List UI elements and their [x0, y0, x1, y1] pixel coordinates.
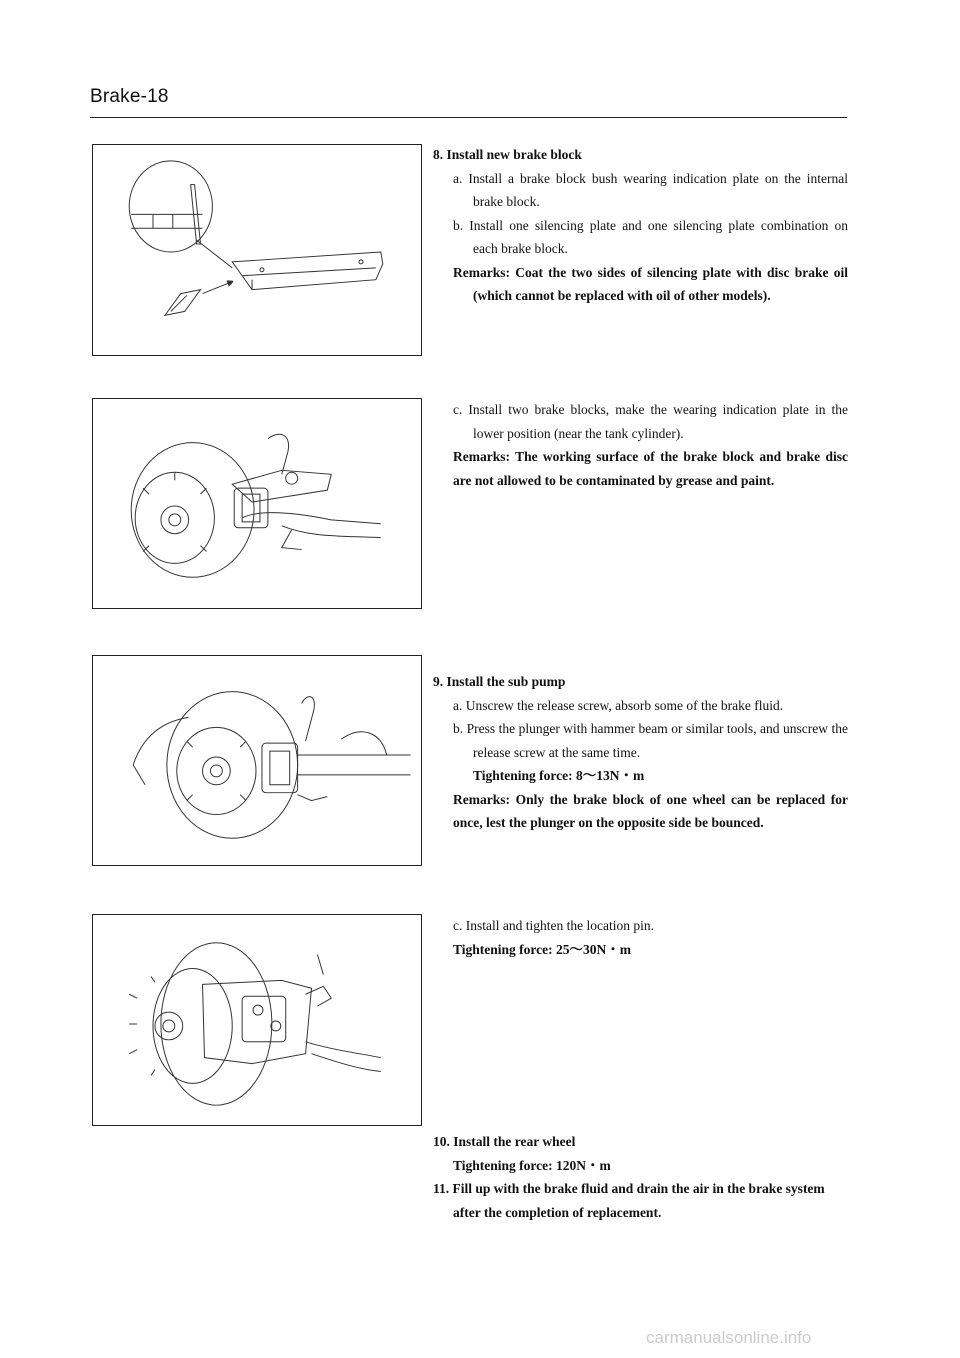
step-9c: c. Install and tighten the location pin. [453, 918, 654, 933]
page-header: Brake-18 [90, 86, 169, 107]
step-9-remark: Remarks: Only the brake block of one wheel can be replaced for once, lest the plunger on the opposite side be bounced. [453, 791, 848, 830]
step-10-torque: Tightening force: 120N・m [453, 1157, 611, 1173]
step-8c: c. Install two brake blocks, make the wearing indication plate in the lower position (near the tank cylinder). [453, 402, 848, 441]
figure-install-blocks [92, 398, 422, 609]
install-blocks-illustration [93, 399, 421, 608]
header-rule [90, 117, 847, 118]
step-9-torque: Tightening force: 8～13N・m [473, 768, 645, 783]
step-8c-remark: Remarks: The working surface of the brake block and brake disc are not allowed to be contaminated by grease and paint. [453, 449, 848, 488]
step-10-title: 10. Install the rear wheel [433, 1134, 576, 1149]
step-8a: a. Install a brake block bush wearing indication plate on the internal brake block. [453, 170, 848, 209]
figure-brake-block [92, 144, 422, 356]
step-9-title: 9. Install the sub pump [433, 674, 566, 689]
step-11-title: 11. Fill up with the brake fluid and drain the air in the brake system after the completion of replacement. [433, 1181, 825, 1220]
step-8-remark: Remarks: Coat the two sides of silencing plate with disc brake oil (which cannot be replaced with oil of other models). [453, 264, 848, 303]
location-pin-illustration [93, 915, 421, 1125]
figure-sub-pump [92, 655, 422, 866]
brake-block-illustration [93, 145, 421, 355]
figure-location-pin [92, 914, 422, 1126]
step-9b: b. Press the plunger with hammer beam or similar tools, and unscrew the release screw at the same time. [453, 721, 848, 760]
step-9a: a. Unscrew the release screw, absorb some of the brake fluid. [453, 697, 784, 713]
watermark[interactable]: carmanualsonline.info [646, 1328, 812, 1347]
step-8b: b. Install one silencing plate and one silencing plate combination on each brake block. [453, 217, 848, 256]
sub-pump-illustration [93, 656, 421, 865]
step-9c-torque: Tightening force: 25～30N・m [453, 941, 631, 957]
step-8-title: 8. Install new brake block [433, 147, 582, 162]
